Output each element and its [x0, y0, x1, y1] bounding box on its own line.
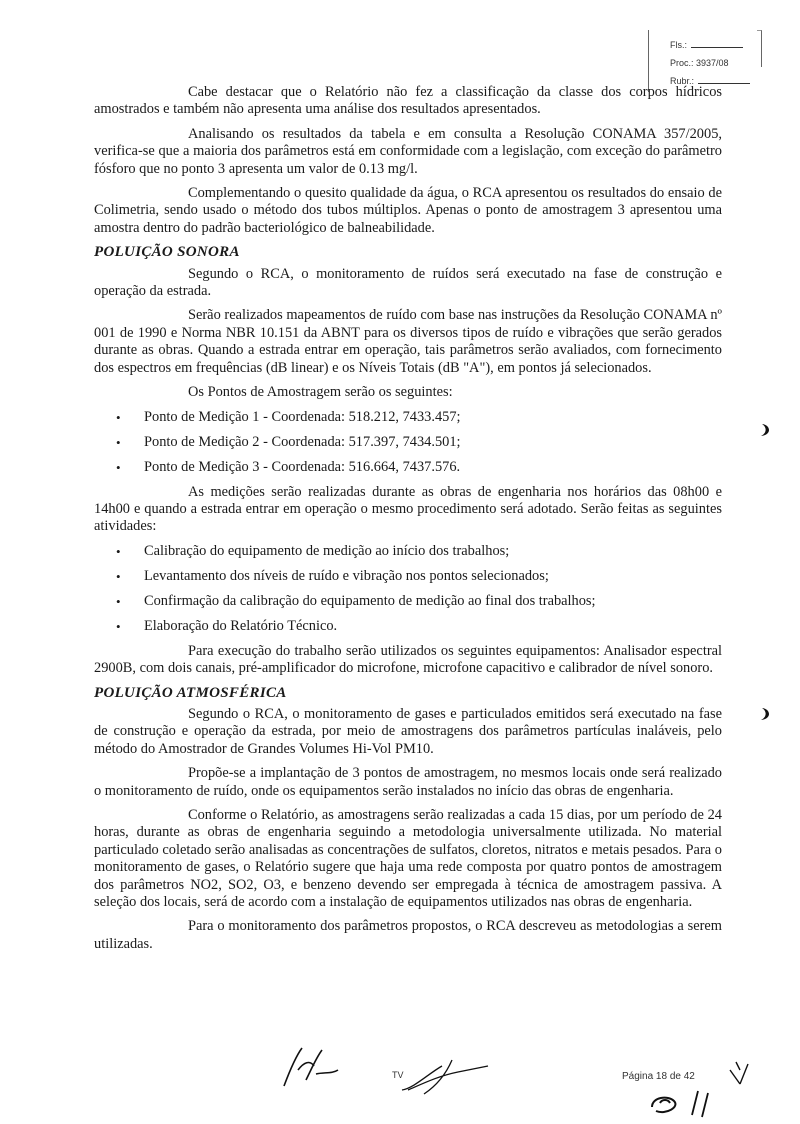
- paragraph-sonora-3: Os Pontos de Amostragem serão os seguintes:: [188, 384, 453, 401]
- margin-mark-icon: [758, 706, 774, 722]
- margin-mark-icon: [758, 422, 774, 438]
- paragraph-classification: Cabe destacar que o Relatório não fez a classificação da classe dos corpos hídricos amostrados e também não apresenta uma análise dos resultados apresentados.: [94, 84, 722, 118]
- paragraph-atmosferica-3: Conforme o Relatório, as amostragens serão realizadas a cada 15 dias, por um período de 24 horas, durante as obras de engenharia seguindo a metodologia universalmente utilizada. No material particulado coletado serão analisadas as concentrações de sulfatos, cloretos, nitratos e metais pesados. Para o monitoramento de gases, o Relatório sugere que haja uma rede composta por quatro pontos de amostragem dos parâmetros NO2, SO2, O3, e benzeno devendo ser empregada à técnica de amostragem passiva. A seleção dos locais, será de acordo com a instalação de equipamentos utilizados nas obras de engenharia.: [94, 806, 722, 910]
- signature-icon: [388, 1056, 498, 1096]
- heading-poluicao-atmosferica: POLUIÇÃO ATMOSFÉRICA: [94, 684, 287, 701]
- heading-poluicao-sonora: POLUIÇÃO SONORA: [94, 244, 240, 261]
- paragraph-analysis: Analisando os resultados da tabela e em consulta a Resolução CONAMA 357/2005, verifica-se que a maioria dos parâmetros está em conformidade com a legislação, com exceção do parâmetro fósforo que no ponto 3 apresenta um valor de 0.13 mg/l.: [94, 125, 722, 177]
- paragraph-colimetria: Complementando o quesito qualidade da água, o RCA apresentou os resultados do ensaio de Colimetria, sendo usado o método dos tubos múltiplos. Apenas o ponto de amostragem 3 apresentou uma amostra dentro do padrão bacteriológico de balneabilidade.: [94, 185, 722, 236]
- list-item: • Elaboração do Relatório Técnico.: [94, 618, 722, 635]
- list-item: • Ponto de Medição 1 - Coordenada: 518.212, 7433.457;: [94, 409, 722, 426]
- list-item: • Ponto de Medição 2 - Coordenada: 517.397, 7434.501;: [94, 434, 722, 451]
- stamp-bracket-right: [757, 30, 762, 67]
- paragraph-sonora-2: Serão realizados mapeamentos de ruído com base nas instruções da Resolução CONAMA nº 001 de 1990 e Norma NBR 10.151 da ABNT para os diversos tipos de ruído e vibrações que serão gerados durante as obras. Quando a estrada entrar em operação, tais parâmetros serão avaliados, com fornecimento dos espectros em frequências (dB linear) e os Níveis Totais (dB "A"), em pontos já selecionados.: [94, 307, 722, 376]
- rubric-icon: [646, 1085, 716, 1119]
- paragraph-atmosferica-2: Propõe-se a implantação de 3 pontos de amostragem, no mesmos locais onde será realizado o monitoramento de ruído, onde os equipamentos serão instalados no início das obras de engenharia.: [94, 765, 722, 799]
- page-number: Página 18 de 42: [622, 1071, 695, 1082]
- sampling-points-list: [94, 409, 722, 476]
- paragraph-sonora-5: Para execução do trabalho serão utilizados os seguintes equipamentos: Analisador espectral 2900B, com dois canais, pré-amplificador do microfone, microfone capacitivo e calibrador de nível sonoro.: [94, 642, 722, 677]
- paragraph-atmosferica-4: Para o monitoramento dos parâmetros propostos, o RCA descreveu as metodologias a serem utilizadas.: [94, 918, 722, 952]
- document-body: [94, 84, 722, 960]
- list-item: • Levantamento dos níveis de ruído e vibração nos pontos selecionados;: [94, 568, 722, 585]
- stamp-fls: Fls.:: [670, 40, 743, 50]
- paragraph-sonora-1: Segundo o RCA, o monitoramento de ruídos será executado na fase de construção e operação da estrada.: [94, 265, 722, 300]
- stamp-proc: Proc.: 3937/08: [670, 58, 729, 68]
- list-item: • Confirmação da calibração do equipamento de medição ao final dos trabalhos;: [94, 593, 722, 610]
- stamp-bracket-left: [648, 30, 653, 92]
- list-item: • Calibração do equipamento de medição ao início dos trabalhos;: [94, 543, 722, 560]
- paragraph-atmosferica-1: Segundo o RCA, o monitoramento de gases e particulados emitidos será executado na fase de construção e operação da estrada, por meio de amostragens dos parâmetros partículas inaláveis, pelo método do Amostrador de Grandes Volumes Hi-Vol PM10.: [94, 705, 722, 757]
- stamp-rubr: Rubr.:: [670, 76, 750, 86]
- signature-initials-icon: [276, 1040, 346, 1090]
- tv-label: TV: [392, 1070, 404, 1080]
- paragraph-sonora-4: As medições serão realizadas durante as obras de engenharia nos horários das 08h00 e 14h00 e quando a estrada entrar em operação o mesmo procedimento será adotado. Serão feitas as seguintes atividades:: [94, 483, 722, 535]
- initials-mark-icon: [726, 1060, 756, 1090]
- list-item: • Ponto de Medição 3 - Coordenada: 516.664, 7437.576.: [94, 459, 722, 476]
- activities-list: [94, 543, 722, 635]
